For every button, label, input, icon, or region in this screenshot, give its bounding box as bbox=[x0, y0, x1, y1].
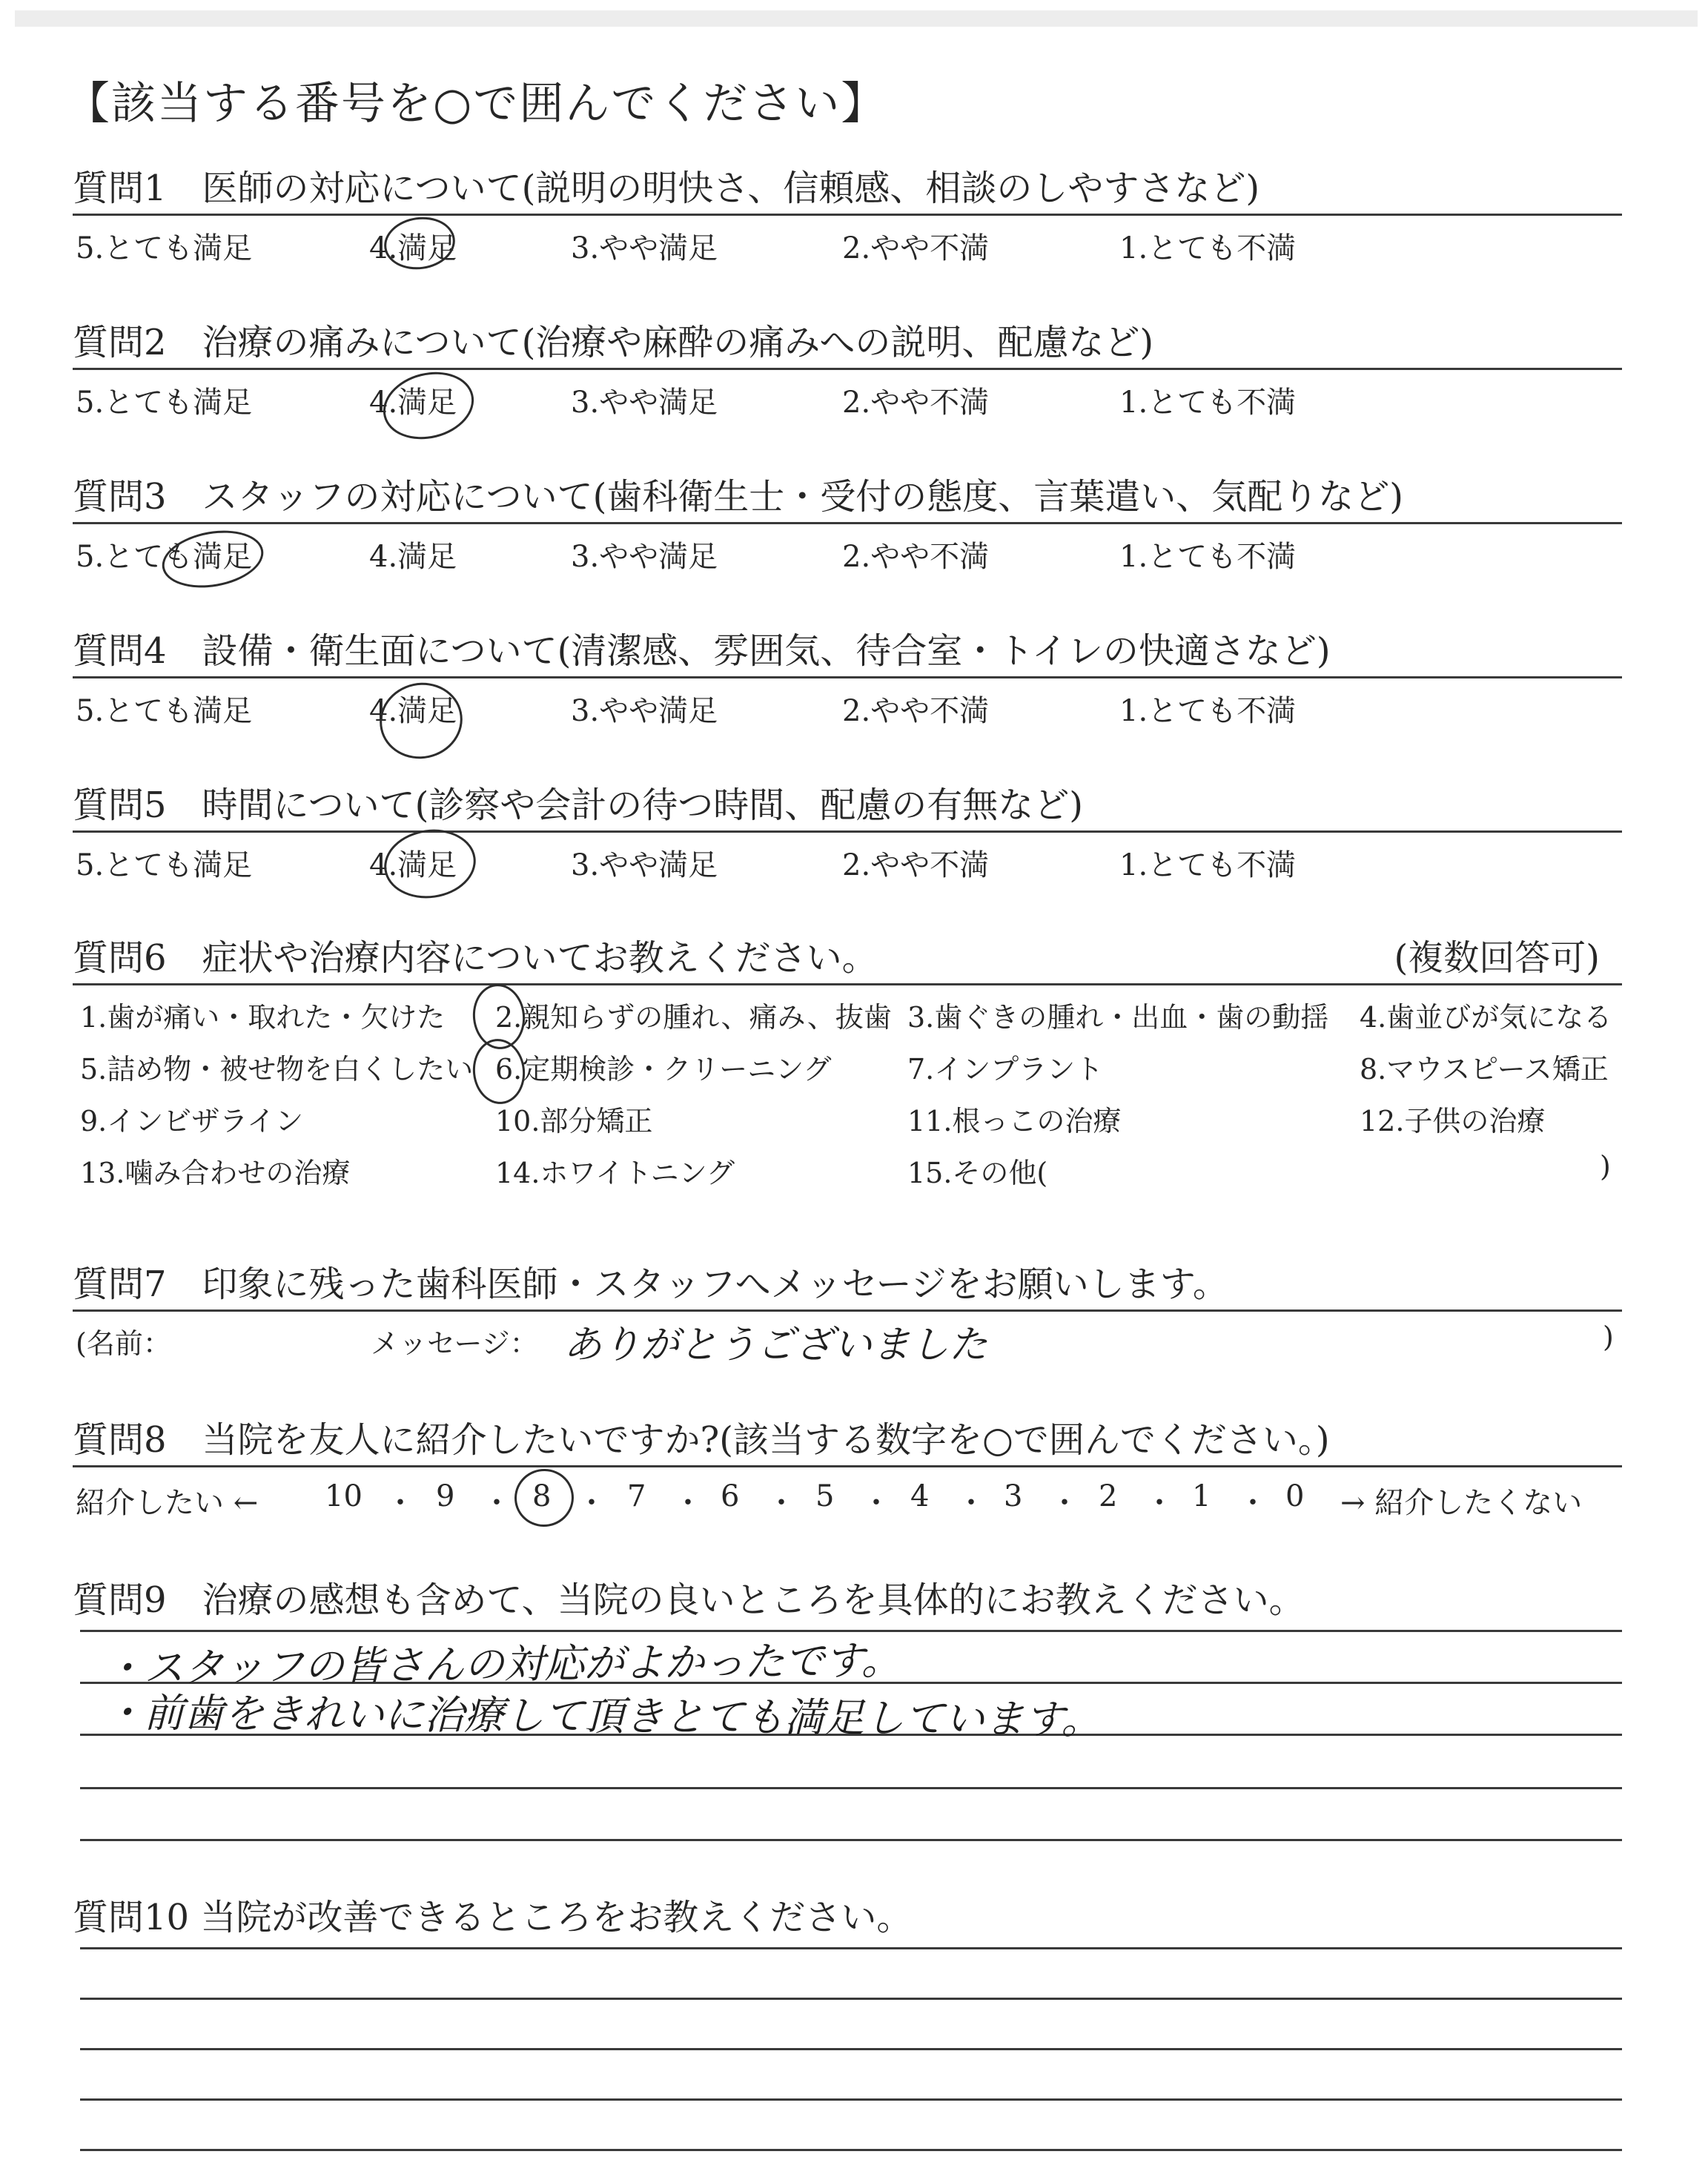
q8-score-10[interactable]: 10 bbox=[325, 1479, 363, 1513]
q8-dot: ・ bbox=[861, 1486, 891, 1520]
q8-score-9[interactable]: 9 bbox=[436, 1479, 455, 1513]
q9-handwritten-line-2[interactable]: ・前歯をきれいに治療して頂きとても満足しています。 bbox=[103, 1689, 1102, 1743]
q6-item-14[interactable]: 14.ホワイトニング bbox=[495, 1157, 735, 1189]
q6-item-8[interactable]: 8.マウスピース矯正 bbox=[1360, 1053, 1609, 1086]
q8-dot: ・ bbox=[1050, 1486, 1079, 1520]
q6-item-1[interactable]: 1.歯が痛い・取れた・欠けた bbox=[80, 1001, 446, 1034]
q3-option-1[interactable]: 1.とても不満 bbox=[1119, 540, 1297, 574]
q8-dot: ・ bbox=[1238, 1486, 1268, 1520]
question-9-title: 質問9 治療の感想も含めて、当院の良いところを具体的にお教えください。 bbox=[73, 1579, 1305, 1621]
q3-option-5[interactable]: 5.とても満足 bbox=[76, 540, 253, 574]
q10-ruled-line-3 bbox=[80, 2048, 1622, 2050]
q1-option-1[interactable]: 1.とても不満 bbox=[1119, 231, 1297, 265]
q2-option-5[interactable]: 5.とても満足 bbox=[76, 386, 253, 420]
q1-option-4[interactable]: 4.満足 bbox=[369, 231, 457, 265]
q8-score-7[interactable]: 7 bbox=[627, 1479, 646, 1513]
q6-item-15-close: ) bbox=[1600, 1150, 1611, 1183]
q8-dot: ・ bbox=[482, 1486, 512, 1520]
q8-score-3[interactable]: 3 bbox=[1004, 1479, 1023, 1513]
q2-option-4[interactable]: 4.満足 bbox=[369, 386, 457, 420]
q6-item-2[interactable]: 2.親知らずの腫れ、痛み、抜歯 bbox=[495, 1001, 892, 1034]
q5-option-5[interactable]: 5.とても満足 bbox=[76, 848, 253, 882]
q6-item-15[interactable]: 15.その他( bbox=[907, 1157, 1048, 1189]
q5-option-1[interactable]: 1.とても不満 bbox=[1119, 848, 1297, 882]
q4-option-2[interactable]: 2.やや不満 bbox=[842, 694, 990, 728]
q8-score-8[interactable]: 8 bbox=[532, 1479, 552, 1513]
question-3 bbox=[73, 470, 1622, 576]
question-6-title: 質問6 症状や治療内容についてお教えください。 bbox=[73, 937, 878, 979]
q8-dot: ・ bbox=[1145, 1486, 1174, 1520]
question-7 bbox=[73, 1258, 1622, 1371]
q8-score-6[interactable]: 6 bbox=[721, 1479, 740, 1513]
q8-score-2[interactable]: 2 bbox=[1099, 1479, 1118, 1513]
question-1-title: 質問1 医師の対応について(説明の明快さ、信頼感、相談のしやすさなど) bbox=[73, 168, 1260, 209]
q8-dot: ・ bbox=[385, 1486, 415, 1520]
q8-dot: ・ bbox=[577, 1486, 606, 1520]
q6-item-9[interactable]: 9.インビザライン bbox=[80, 1105, 304, 1137]
q4-option-4[interactable]: 4.満足 bbox=[369, 694, 457, 728]
q10-ruled-line-1 bbox=[80, 1947, 1622, 1949]
q6-item-4[interactable]: 4.歯並びが気になる bbox=[1360, 1001, 1612, 1034]
q9-ruled-line-4 bbox=[80, 1787, 1622, 1789]
q2-option-3[interactable]: 3.やや満足 bbox=[571, 386, 718, 420]
q3-option-4[interactable]: 4.満足 bbox=[369, 540, 457, 574]
q6-item-12[interactable]: 12.子供の治療 bbox=[1360, 1105, 1546, 1137]
q7-message-handwritten[interactable]: ありがとうございました bbox=[563, 1323, 988, 1367]
q7-message-label: メッセージ： bbox=[371, 1327, 538, 1360]
question-7-title: 質問7 印象に残った歯科医師・スタッフへメッセージをお願いします。 bbox=[73, 1264, 1228, 1305]
q6-item-10[interactable]: 10.部分矯正 bbox=[495, 1105, 653, 1137]
q8-dot: ・ bbox=[956, 1486, 986, 1520]
q8-score-5[interactable]: 5 bbox=[815, 1479, 835, 1513]
question-6-note: (複数回答可) bbox=[1394, 937, 1600, 979]
q5-option-3[interactable]: 3.やや満足 bbox=[571, 848, 718, 882]
q8-dot: ・ bbox=[767, 1486, 796, 1520]
q5-option-4[interactable]: 4.満足 bbox=[369, 848, 457, 882]
q4-option-5[interactable]: 5.とても満足 bbox=[76, 694, 253, 728]
q2-option-2[interactable]: 2.やや不満 bbox=[842, 386, 990, 420]
question-1 bbox=[73, 162, 1622, 268]
q8-score-0[interactable]: 0 bbox=[1285, 1479, 1305, 1513]
question-6 bbox=[73, 931, 1622, 1200]
q4-option-1[interactable]: 1.とても不満 bbox=[1119, 694, 1297, 728]
q1-option-2[interactable]: 2.やや不満 bbox=[842, 231, 990, 265]
question-2-title: 質問2 治療の痛みについて(治療や麻酔の痛みへの説明、配慮など) bbox=[73, 322, 1154, 363]
q6-item-5[interactable]: 5.詰め物・被せ物を白くしたい bbox=[80, 1053, 474, 1086]
q6-item-3[interactable]: 3.歯ぐきの腫れ・出血・歯の動揺 bbox=[907, 1001, 1329, 1034]
q9-handwritten-line-1[interactable]: ・スタッフの皆さんの対応がよかったです。 bbox=[103, 1636, 902, 1692]
q6-item-13[interactable]: 13.噛み合わせの治療 bbox=[80, 1157, 351, 1189]
q6-item-6[interactable]: 6.定期検診・クリーニング bbox=[495, 1053, 832, 1086]
question-9 bbox=[73, 1573, 1622, 1625]
question-8 bbox=[73, 1413, 1622, 1527]
q7-name-label: (名前： bbox=[76, 1327, 171, 1360]
q3-option-2[interactable]: 2.やや不満 bbox=[842, 540, 990, 574]
question-3-title: 質問3 スタッフの対応について(歯科衛生士・受付の態度、言葉遣い、気配りなど) bbox=[73, 476, 1404, 518]
q8-right-label: → 紹介したくない bbox=[1340, 1486, 1583, 1520]
question-4-title: 質問4 設備・衛生面について(清潔感、雰囲気、待合室・トイレの快適さなど) bbox=[73, 630, 1331, 672]
q8-score-4[interactable]: 4 bbox=[910, 1479, 930, 1513]
q6-item-7[interactable]: 7.インプラント bbox=[907, 1053, 1104, 1086]
question-2 bbox=[73, 316, 1622, 422]
q5-option-2[interactable]: 2.やや不満 bbox=[842, 848, 990, 882]
q8-dot: ・ bbox=[673, 1486, 703, 1520]
q8-score-1[interactable]: 1 bbox=[1192, 1479, 1211, 1513]
q9-ruled-line-5 bbox=[80, 1839, 1622, 1841]
q3-option-3[interactable]: 3.やや満足 bbox=[571, 540, 718, 574]
q7-close: ) bbox=[1603, 1321, 1614, 1353]
q4-option-3[interactable]: 3.やや満足 bbox=[571, 694, 718, 728]
q10-ruled-line-4 bbox=[80, 2098, 1622, 2101]
q8-left-label: 紹介したい ← bbox=[76, 1486, 259, 1520]
q10-ruled-line-5 bbox=[80, 2149, 1622, 2151]
question-5-title: 質問5 時間について(診察や会計の待つ時間、配慮の有無など) bbox=[73, 785, 1084, 826]
question-8-title: 質問8 当院を友人に紹介したいですか?(該当する数字を○で囲んでください。) bbox=[73, 1419, 1330, 1461]
q1-option-5[interactable]: 5.とても満足 bbox=[76, 231, 253, 265]
question-10 bbox=[73, 1891, 1622, 1943]
q1-option-3[interactable]: 3.やや満足 bbox=[571, 231, 718, 265]
question-4 bbox=[73, 624, 1622, 730]
q6-item-11[interactable]: 11.根っこの治療 bbox=[907, 1105, 1122, 1137]
question-5 bbox=[73, 779, 1622, 885]
q2-option-1[interactable]: 1.とても不満 bbox=[1119, 386, 1297, 420]
question-10-title: 質問10 当院が改善できるところをお教えください。 bbox=[73, 1897, 913, 1938]
q10-ruled-line-2 bbox=[80, 1998, 1622, 2000]
form-instruction: 【該当する番号を○で囲んでください】 bbox=[65, 78, 887, 130]
